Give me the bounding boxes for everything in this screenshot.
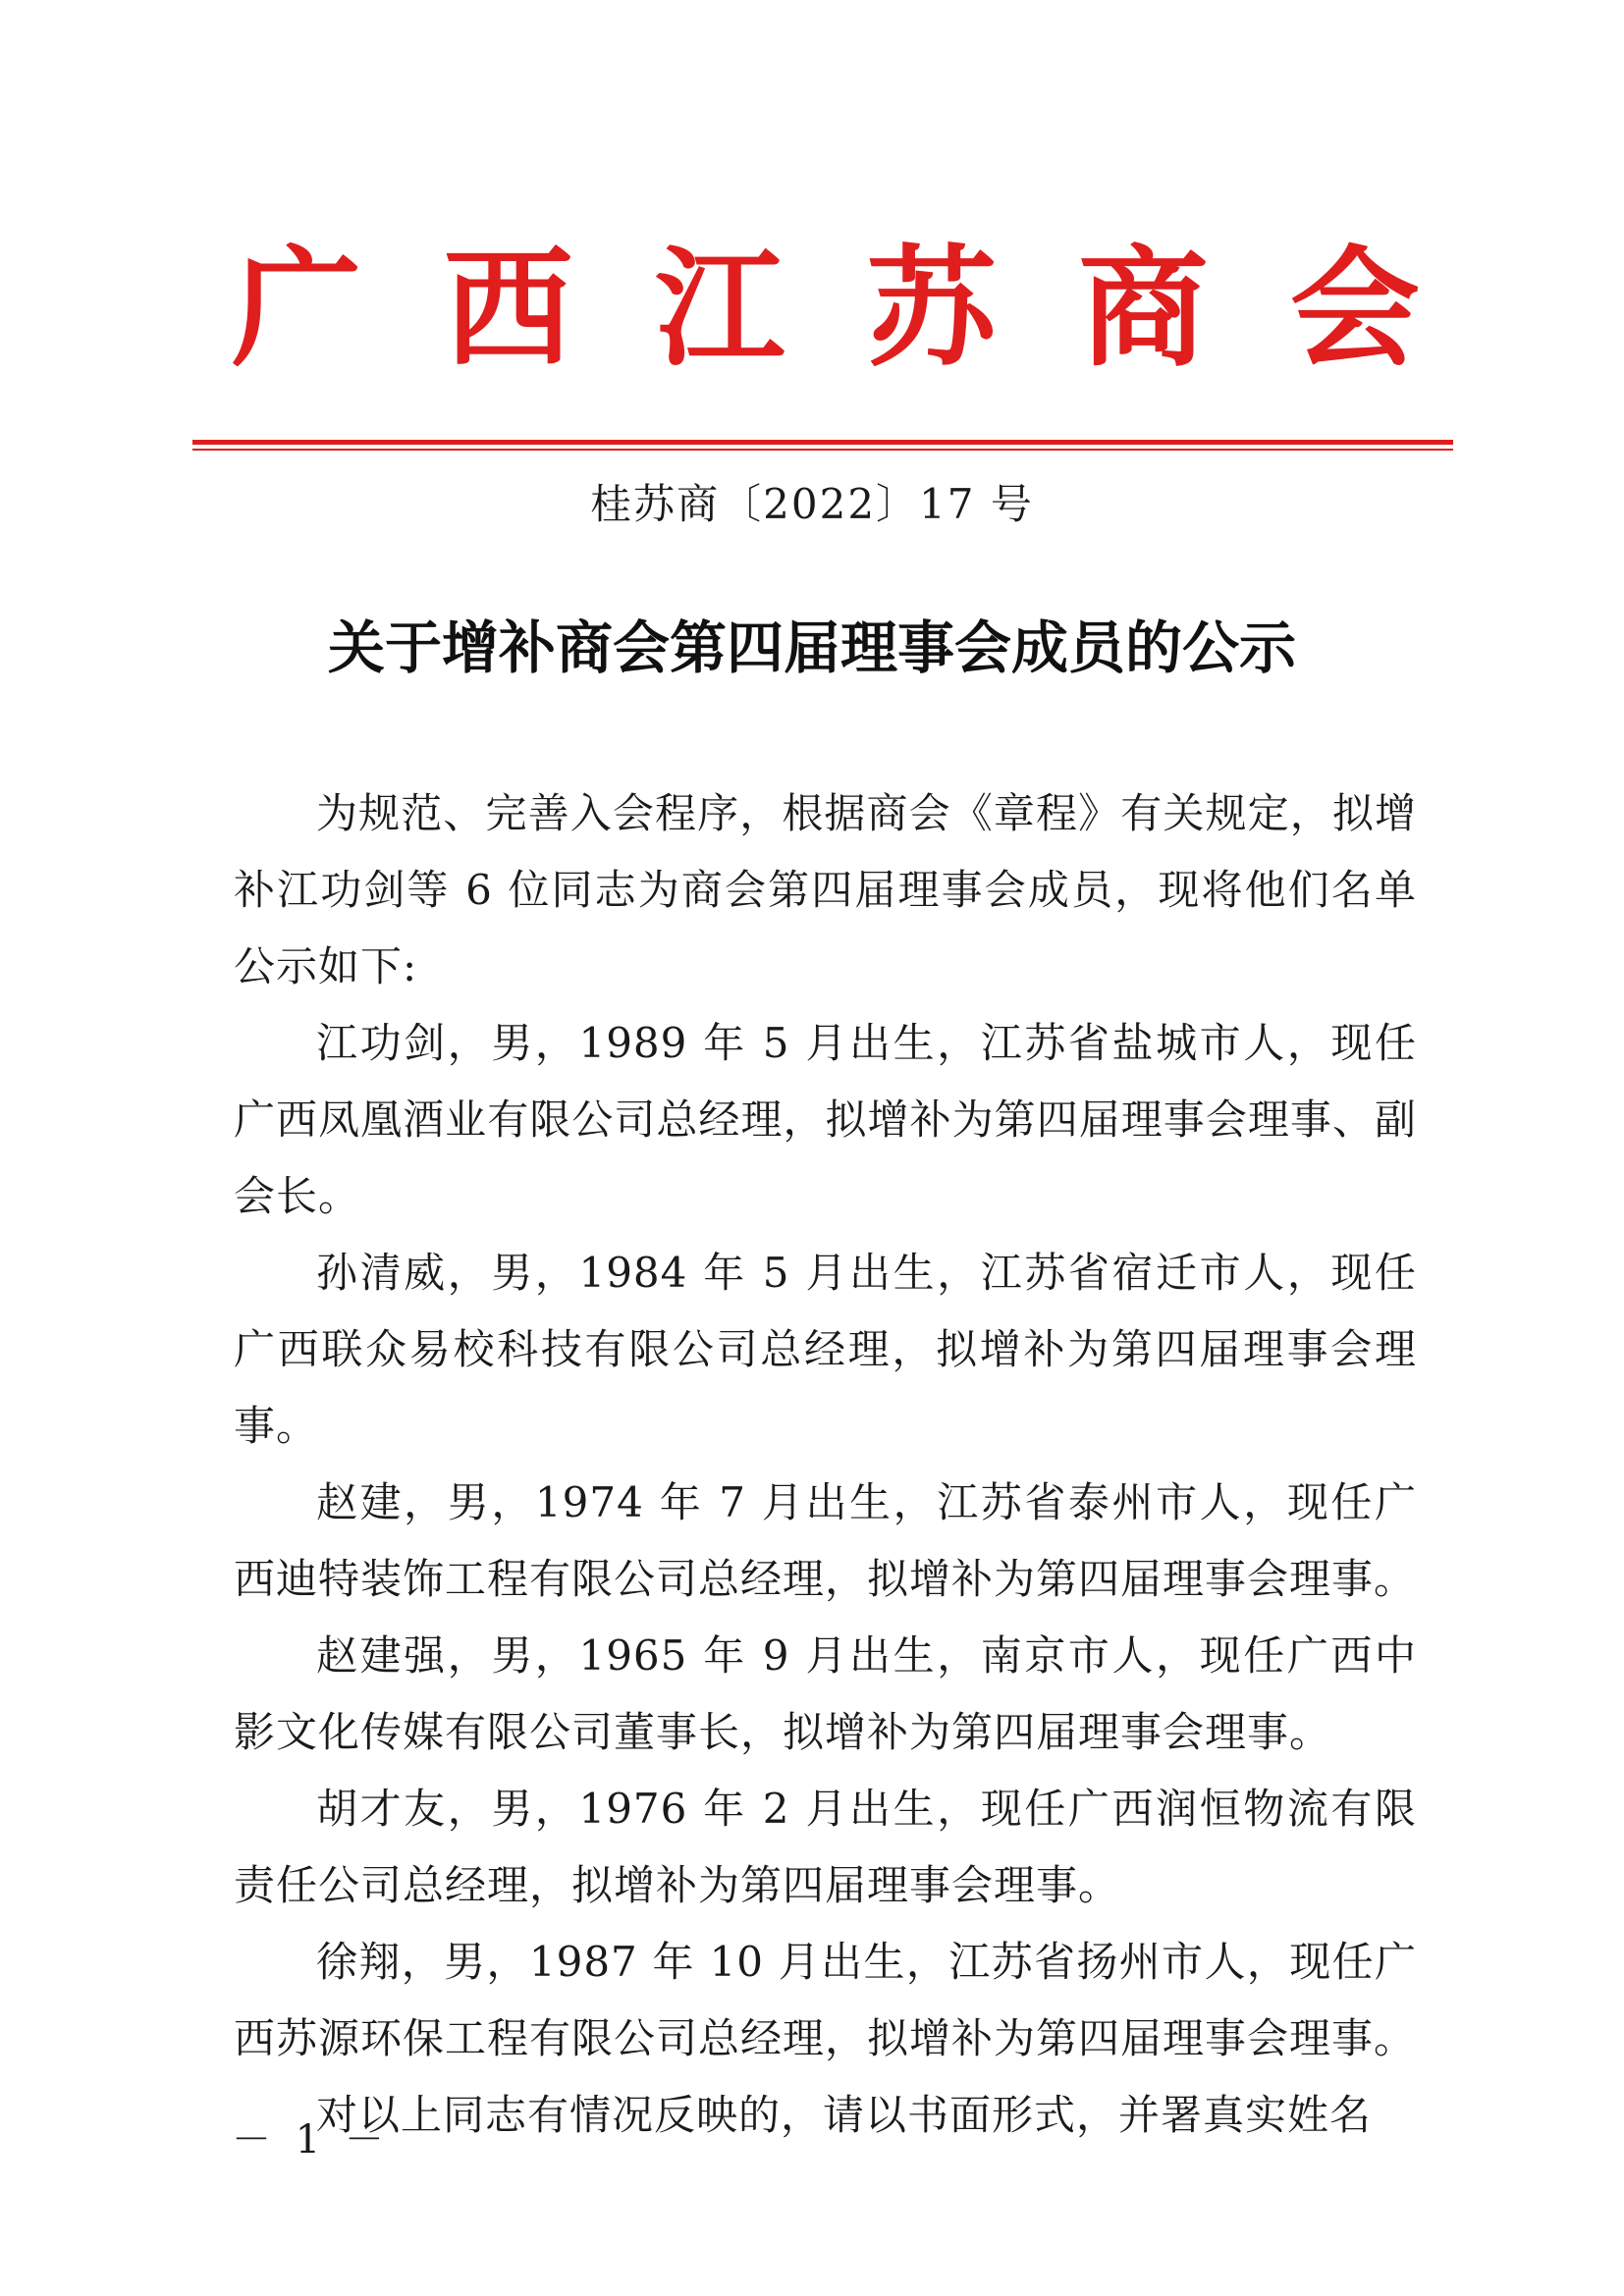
org-title-char: 会 — [1289, 233, 1420, 385]
member-paragraph: 胡才友，男，1976 年 2 月出生，现任广西润恒物流有限责任公司总经理，拟增补为第四届理事会理事。 — [234, 1785, 1417, 1909]
member-paragraph: 徐翔，男，1987 年 10 月出生，江苏省扬州市人，现任广西苏源环保工程有限公司总经理，拟增补为第四届理事会理事。 — [234, 1938, 1417, 2062]
member-paragraph: 赵建，男，1974 年 7 月出生，江苏省泰州市人，现任广西迪特装饰工程有限公司总经理，拟增补为第四届理事会理事。 — [234, 1478, 1417, 1603]
organization-title — [232, 233, 1420, 385]
member-paragraph: 赵建强，男，1965 年 9 月出生，南京市人，现任广西中影文化传媒有限公司董事长，拟增补为第四届理事会理事。 — [234, 1631, 1417, 1756]
document-number: 桂苏商〔2022〕17 号 — [590, 480, 1034, 528]
member-paragraph: 江功剑，男，1989 年 5 月出生，江苏省盐城市人，现任广西凤凰酒业有限公司总经理，拟增补为第四届理事会理事、副会长。 — [234, 1019, 1417, 1220]
page-number: － 1 － — [232, 2117, 390, 2163]
header-divider-thick — [192, 440, 1453, 445]
org-title-char: 江 — [655, 233, 785, 385]
document-title: 关于增补商会第四届理事会成员的公示 — [327, 614, 1296, 681]
header-divider-thin — [192, 449, 1453, 451]
org-title-char: 广 — [232, 233, 361, 385]
member-paragraph: 孙清威，男，1984 年 5 月出生，江苏省宿迁市人，现任广西联众易校科技有限公司总经理，拟增补为第四届理事会理事。 — [234, 1249, 1417, 1450]
org-title-char: 苏 — [866, 233, 997, 385]
org-title-char: 商 — [1078, 233, 1209, 385]
intro-paragraph: 为规范、完善入会程序，根据商会《章程》有关规定，拟增补江功剑等 6 位同志为商会第四届理事会成员，现将他们名单公示如下: — [234, 789, 1417, 990]
document-body — [234, 775, 1417, 2154]
closing-paragraph: 对以上同志有情况反映的，请以书面形式，并署真实姓名 — [316, 2091, 1373, 2139]
org-title-char: 西 — [443, 233, 573, 385]
